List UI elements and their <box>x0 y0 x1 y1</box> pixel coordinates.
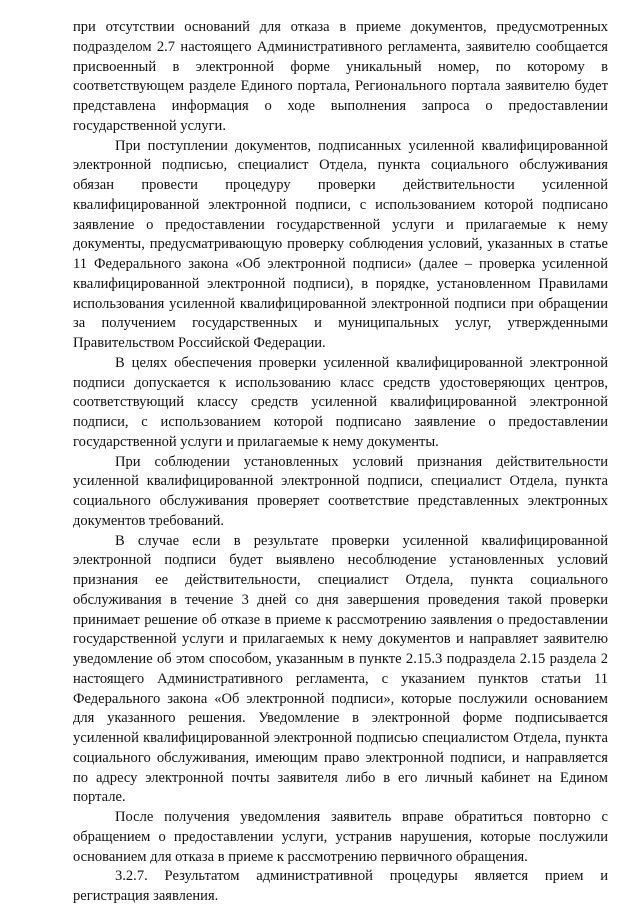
paragraph-certification-class: В целях обеспечения проверки усиленной квалифицированной электронной подписи допускается к использованию класс средств удостоверяющих центров, соответствующий классу средств усиленной квалифицированной электронной подписи, с использованием которой подписано заявление о предоставлении государственной услуги и прилагаемые к нему документы. <box>73 354 608 450</box>
paragraph-validity-conditions: При соблюдении установленных условий признания действительности усиленной квалифицированной электронной подписи, специалист Отдела, пункта социального обслуживания проверяет соответствие представленных электронных документов требований. <box>73 453 608 529</box>
paragraph-continuation: при отсутствии оснований для отказа в приеме документов, предусмотренных подразделом 2.7 настоящего Административного регламента, заявителю сообщается присвоенный в электронной форме уникальный номер, по которому в соответствующем разделе Единого портала, Регионального портала заявителю будет представлена информация о ходе выполнения запроса о предоставлении государственной услуги. <box>73 19 608 134</box>
paragraph-procedure-result: 3.2.7. Результатом административной процедуры является прием и регистрация заявления. <box>73 868 608 904</box>
paragraph-repeat-application: После получения уведомления заявитель вправе обратиться повторно с обращением о предоставлении услуги, устранив нарушения, которые послужили основанием для отказа в приеме к рассмотрению первичного обращения. <box>73 809 608 865</box>
paragraph-refusal-notice: В случае если в результате проверки усиленной квалифицированной электронной подписи будет выявлено несоблюдение установленных условий признания ее действительности, специалист Отдела, пункта социального обслуживания в течение 3 дней со дня завершения проведения такой проверки принимает решение об отказе в приеме к рассмотрению заявления о предоставлении государственной услуги и прилагаемых к нему документов и направляет заявителю уведомление об этом способом, указанным в пункте 2.15.3 подраздела 2.15 раздела 2 настоящего Административного регламента, с указанием пунктов статьи 11 Федерального закона «Об электронной подписи», которые послужили основанием для указанного решения. Уведомление в электронной форме подписывается усиленной квалифицированной электронной подписью специалистом Отдела, пункта социального обслуживания, имеющим право электронной подписи, и направляется по адресу электронной почты заявителя либо в его личный кабинет на Едином портале. <box>73 532 608 806</box>
paragraph-signature-verification: При поступлении документов, подписанных усиленной квалифицированной электронной подписью, специалист Отдела, пункта социального обслуживания обязан провести процедуру проверки действительности усиленной квалифицированной электронной подписи, с использованием которой подписано заявление о предоставлении государственной услуги и прилагаемые к нему документы, предусматривающую проверку соблюдения условий, указанных в статье 11 Федерального закона «Об электронной подписи» (далее – проверка усиленной квалифицированной электронной подписи), в порядке, установленном Правилами использования усиленной квалифицированной электронной подписи при обращении за получением государственных и муниципальных услуг, утвержденными Правительством Российской Федерации. <box>73 137 608 351</box>
